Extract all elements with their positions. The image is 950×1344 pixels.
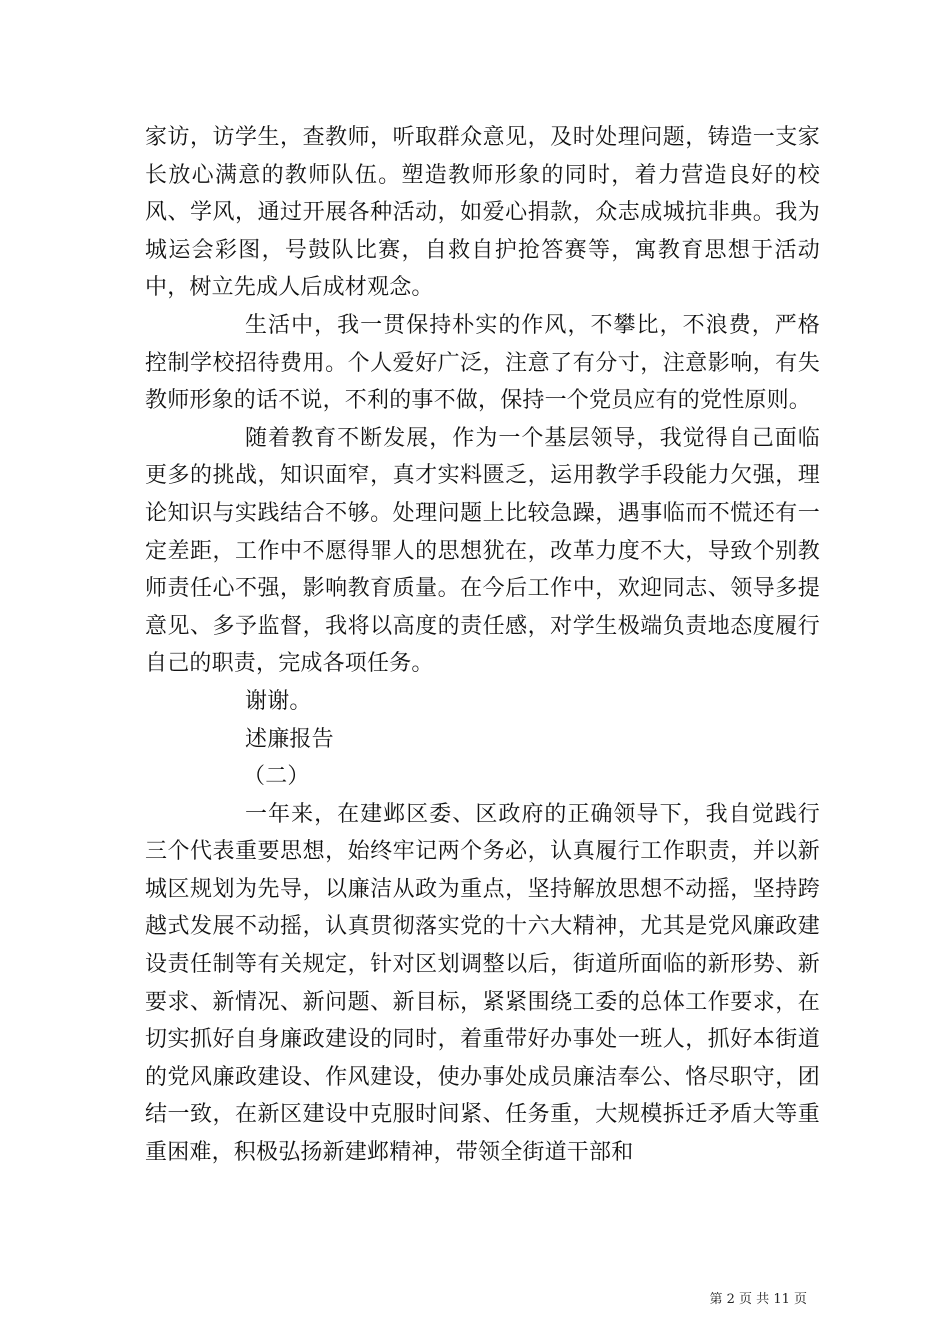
paragraph-4: 一年来，在建邺区委、区政府的正确领导下，我自觉践行三个代表重要思想，始终牢记两个务必，认真履行工作职责，并以新城区规划为先导，以廉洁从政为重点，坚持解放思想不动摇，坚持跨越式发展不动摇，认真贯彻落实党的十六大精神，尤其是党风廉政建设责任制等有关规定，针对区划调整以后，街道所面临的新形势、新要求、新情况、新问题、新目标，紧紧围绕工委的总体工作要求，在切实抓好自身廉政建设的同时，着重带好办事处一班人，抓好本街道的党风廉政建设、作风建设，使办事处成员廉洁奉公、恪尽职守，团结一致，在新区建设中克服时间紧、任务重，大规模拆迁矛盾大等重重困难，积极弘扬新建邺精神，带领全街道干部和: [145, 801, 820, 1166]
document-body: [145, 119, 820, 1172]
page-number-footer: 第 2 页 共 11 页: [709, 1292, 807, 1307]
paragraph-1: 家访，访学生，查教师，听取群众意见，及时处理问题，铸造一支家长放心满意的教师队伍。塑造教师形象的同时，着力营造良好的校风、学风，通过开展各种活动，如爱心捐款，众志成城抗非典。我为城运会彩图，号鼓队比赛，自救自护抢答赛等，寓教育思想于活动中，树立先成人后成材观念。: [145, 125, 820, 301]
paragraph-3: 随着教育不断发展，作为一个基层领导，我觉得自己面临更多的挑战，知识面窄，真才实料匮乏，运用教学手段能力欠强，理论知识与实践结合不够。处理问题上比较急躁，遇事临而不慌还有一定差距，工作中不愿得罪人的思想犹在，改革力度不大，导致个别教师责任心不强，影响教育质量。在今后工作中，欢迎同志、领导多提意见、多予监督，我将以高度的责任感，对学生极端负责地态度履行自己的职责，完成各项任务。: [145, 425, 820, 677]
section-title: 述廉报告: [245, 726, 334, 752]
thanks-line: 谢谢。: [245, 688, 312, 714]
paragraph-2: 生活中，我一贯保持朴实的作风，不攀比，不浪费，严格控制学校招待费用。个人爱好广泛，注意了有分寸，注意影响，有失教师形象的话不说，不利的事不做，保持一个党员应有的党性原则。: [145, 312, 820, 414]
section-subtitle: （二）: [243, 764, 310, 790]
